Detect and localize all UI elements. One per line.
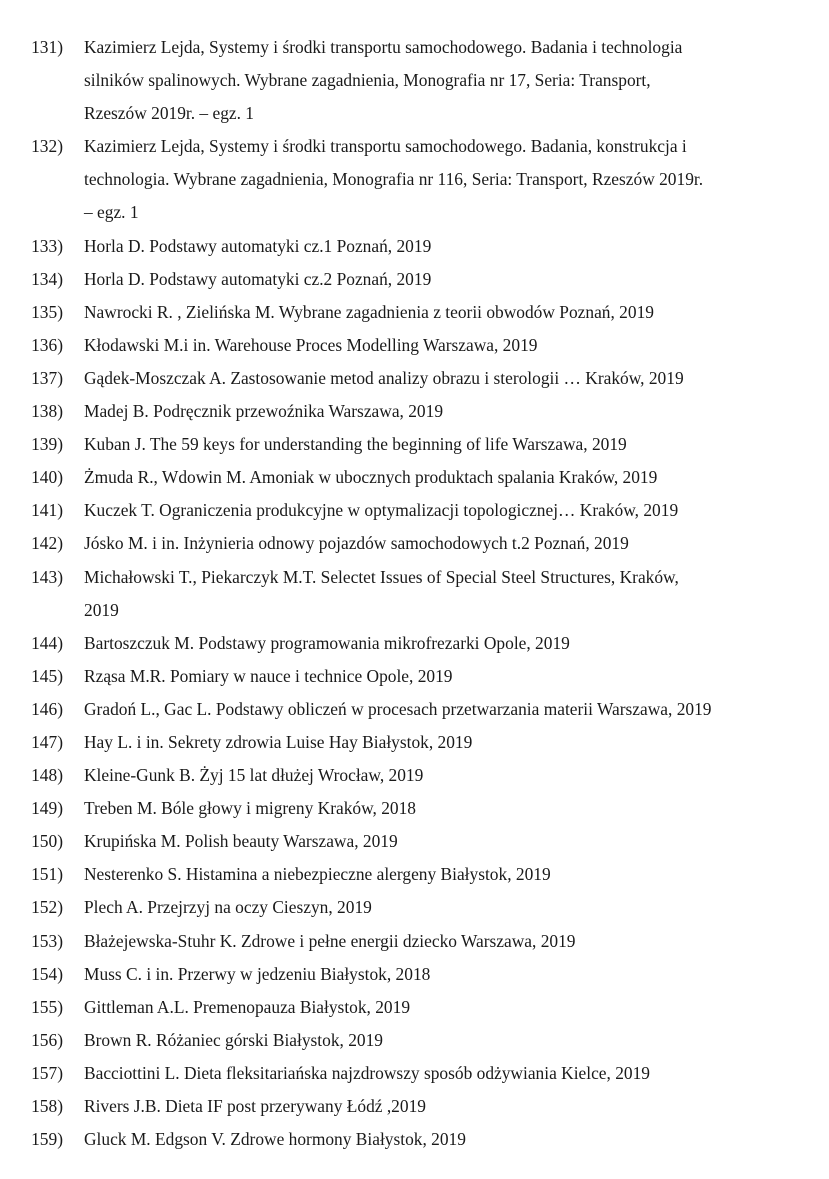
item-number: 139)	[31, 434, 63, 455]
item-number: 148)	[31, 765, 63, 786]
item-text-line: Kazimierz Lejda, Systemy i środki transportu samochodowego. Badania i technologia	[84, 37, 683, 57]
list-item	[0, 1057, 829, 1090]
list-item	[0, 726, 829, 759]
item-text-line: Plech A. Przejrzyj na oczy Cieszyn, 2019	[84, 897, 372, 918]
list-item	[0, 693, 829, 726]
item-number: 156)	[31, 1029, 63, 1050]
list-item	[0, 428, 829, 461]
item-text-line: Żmuda R., Wdowin M. Amoniak w ubocznych produktach spalania Kraków, 2019	[84, 467, 658, 488]
item-text	[84, 825, 784, 858]
item-text	[84, 31, 784, 130]
item-text-line: Gradoń L., Gac L. Podstawy obliczeń w procesach przetwarzania materii Warszawa, 2019	[84, 698, 712, 719]
item-number: 142)	[31, 533, 63, 554]
item-text-line: Rząsa M.R. Pomiary w nauce i technice Opole, 2019	[84, 665, 453, 686]
list-item	[0, 660, 829, 693]
item-number: 151)	[31, 864, 63, 885]
item-text-line: silników spalinowych. Wybrane zagadnienia, Monografia nr 17, Seria: Transport,	[84, 70, 651, 91]
item-text-line: Gądek-Moszczak A. Zastosowanie metod analizy obrazu i sterologii … Kraków, 2019	[84, 367, 684, 388]
item-text	[84, 130, 784, 229]
item-number: 153)	[31, 930, 63, 951]
list-item	[0, 561, 829, 627]
item-text-line: Nesterenko S. Histamina a niebezpieczne alergeny Białystok, 2019	[84, 864, 551, 885]
list-item	[0, 858, 829, 891]
item-number: 131)	[31, 37, 63, 57]
item-number: 158)	[31, 1096, 63, 1116]
item-text	[84, 660, 784, 693]
item-text-line: Muss C. i in. Przerwy w jedzeniu Białystok, 2018	[84, 963, 431, 984]
bibliography-list	[0, 31, 829, 1156]
item-number: 155)	[31, 996, 63, 1017]
list-item	[0, 1090, 829, 1123]
item-text	[84, 958, 784, 991]
item-text	[84, 1024, 784, 1057]
item-text-line: Krupińska M. Polish beauty Warszawa, 2019	[84, 831, 398, 852]
item-text	[84, 1057, 784, 1090]
list-item	[0, 627, 829, 660]
item-text	[84, 792, 784, 825]
item-number: 134)	[31, 268, 63, 289]
item-text-line: Madej B. Podręcznik przewoźnika Warszawa, 2019	[84, 401, 444, 422]
item-number: 154)	[31, 963, 63, 984]
list-item	[0, 395, 829, 428]
item-text-line: Bacciottini L. Dieta fleksitariańska najzdrowszy sposób odżywiania Kielce, 2019	[84, 1062, 650, 1083]
item-text	[84, 230, 784, 263]
item-text	[84, 263, 784, 296]
item-text	[84, 759, 784, 792]
item-text	[84, 362, 784, 395]
item-text	[84, 991, 784, 1024]
list-item	[0, 792, 829, 825]
item-text-line: Treben M. Bóle głowy i migreny Kraków, 2018	[84, 798, 417, 819]
item-text-line: Gluck M. Edgson V. Zdrowe hormony Białystok, 2019	[84, 1129, 466, 1150]
item-text-line: Michałowski T., Piekarczyk M.T. Selectet Issues of Special Steel Structures, Kraków,	[84, 566, 679, 587]
list-item	[0, 1123, 829, 1156]
item-text	[84, 461, 784, 494]
item-number: 145)	[31, 665, 63, 686]
item-text-line: Horla D. Podstawy automatyki cz.2 Poznań, 2019	[84, 268, 432, 289]
item-number: 135)	[31, 301, 63, 322]
list-item	[0, 527, 829, 560]
item-text-line: Kłodawski M.i in. Warehouse Proces Modelling Warszawa, 2019	[84, 334, 538, 355]
item-text	[84, 726, 784, 759]
item-text	[84, 1090, 784, 1123]
item-text-line: Hay L. i in. Sekrety zdrowia Luise Hay Białystok, 2019	[84, 731, 473, 752]
item-number: 159)	[31, 1129, 63, 1150]
item-text-line: 2019	[84, 599, 119, 620]
item-text-line: Błażejewska-Stuhr K. Zdrowe i pełne energii dziecko Warszawa, 2019	[84, 930, 576, 951]
item-text	[84, 891, 784, 924]
list-item	[0, 362, 829, 395]
item-number: 150)	[31, 831, 63, 852]
list-item	[0, 1024, 829, 1057]
item-text-line: technologia. Wybrane zagadnienia, Monografia nr 116, Seria: Transport, Rzeszów 2019r.	[84, 169, 704, 190]
item-number: 137)	[31, 367, 63, 388]
item-text-line: Jósko M. i in. Inżynieria odnowy pojazdów samochodowych t.2 Poznań, 2019	[84, 533, 629, 554]
list-item	[0, 329, 829, 362]
item-text-line: Brown R. Różaniec górski Białystok, 2019	[84, 1029, 383, 1050]
item-text-line: Kuczek T. Ograniczenia produkcyjne w optymalizacji topologicznej… Kraków, 2019	[84, 500, 679, 521]
item-text	[84, 296, 784, 329]
item-text-line: Gittleman A.L. Premenopauza Białystok, 2019	[84, 996, 411, 1017]
list-item	[0, 230, 829, 263]
item-number: 146)	[31, 698, 63, 719]
item-text	[84, 627, 784, 660]
item-text	[84, 494, 784, 527]
item-number: 132)	[31, 136, 63, 157]
item-text-line: Nawrocki R. , Zielińska M. Wybrane zagadnienia z teorii obwodów Poznań, 2019	[84, 301, 654, 322]
item-text	[84, 858, 784, 891]
item-number: 141)	[31, 500, 63, 521]
item-text	[84, 925, 784, 958]
list-item	[0, 461, 829, 494]
item-text	[84, 527, 784, 560]
list-item	[0, 296, 829, 329]
list-item	[0, 925, 829, 958]
list-item	[0, 494, 829, 527]
item-number: 136)	[31, 334, 63, 355]
item-text-line: Kuban J. The 59 keys for understanding the beginning of life Warszawa, 2019	[84, 434, 627, 455]
item-text-line: – egz. 1	[84, 202, 139, 223]
list-item	[0, 31, 829, 130]
item-text-line: Rzeszów 2019r. – egz. 1	[84, 103, 254, 124]
item-text	[84, 561, 784, 627]
item-text	[84, 693, 784, 726]
list-item	[0, 825, 829, 858]
item-number: 149)	[31, 798, 63, 819]
list-item	[0, 130, 829, 229]
item-text	[84, 1123, 784, 1156]
item-text	[84, 428, 784, 461]
item-text-line: Kazimierz Lejda, Systemy i środki transportu samochodowego. Badania, konstrukcja i	[84, 136, 687, 157]
list-item	[0, 991, 829, 1024]
item-text-line: Kleine-Gunk B. Żyj 15 lat dłużej Wrocław, 2019	[84, 765, 424, 786]
list-item	[0, 891, 829, 924]
item-number: 147)	[31, 731, 63, 752]
item-number: 140)	[31, 467, 63, 488]
list-item	[0, 958, 829, 991]
item-number: 157)	[31, 1062, 63, 1083]
item-number: 144)	[31, 632, 63, 653]
item-number: 152)	[31, 897, 63, 918]
item-text-line: Rivers J.B. Dieta IF post przerywany Łódź ,2019	[84, 1096, 426, 1116]
item-text	[84, 395, 784, 428]
item-number: 138)	[31, 401, 63, 422]
item-number: 133)	[31, 235, 63, 256]
item-text	[84, 329, 784, 362]
item-text-line: Horla D. Podstawy automatyki cz.1 Poznań, 2019	[84, 235, 432, 256]
item-number: 143)	[31, 566, 63, 587]
list-item	[0, 759, 829, 792]
item-text-line: Bartoszczuk M. Podstawy programowania mikrofrezarki Opole, 2019	[84, 632, 570, 653]
list-item	[0, 263, 829, 296]
